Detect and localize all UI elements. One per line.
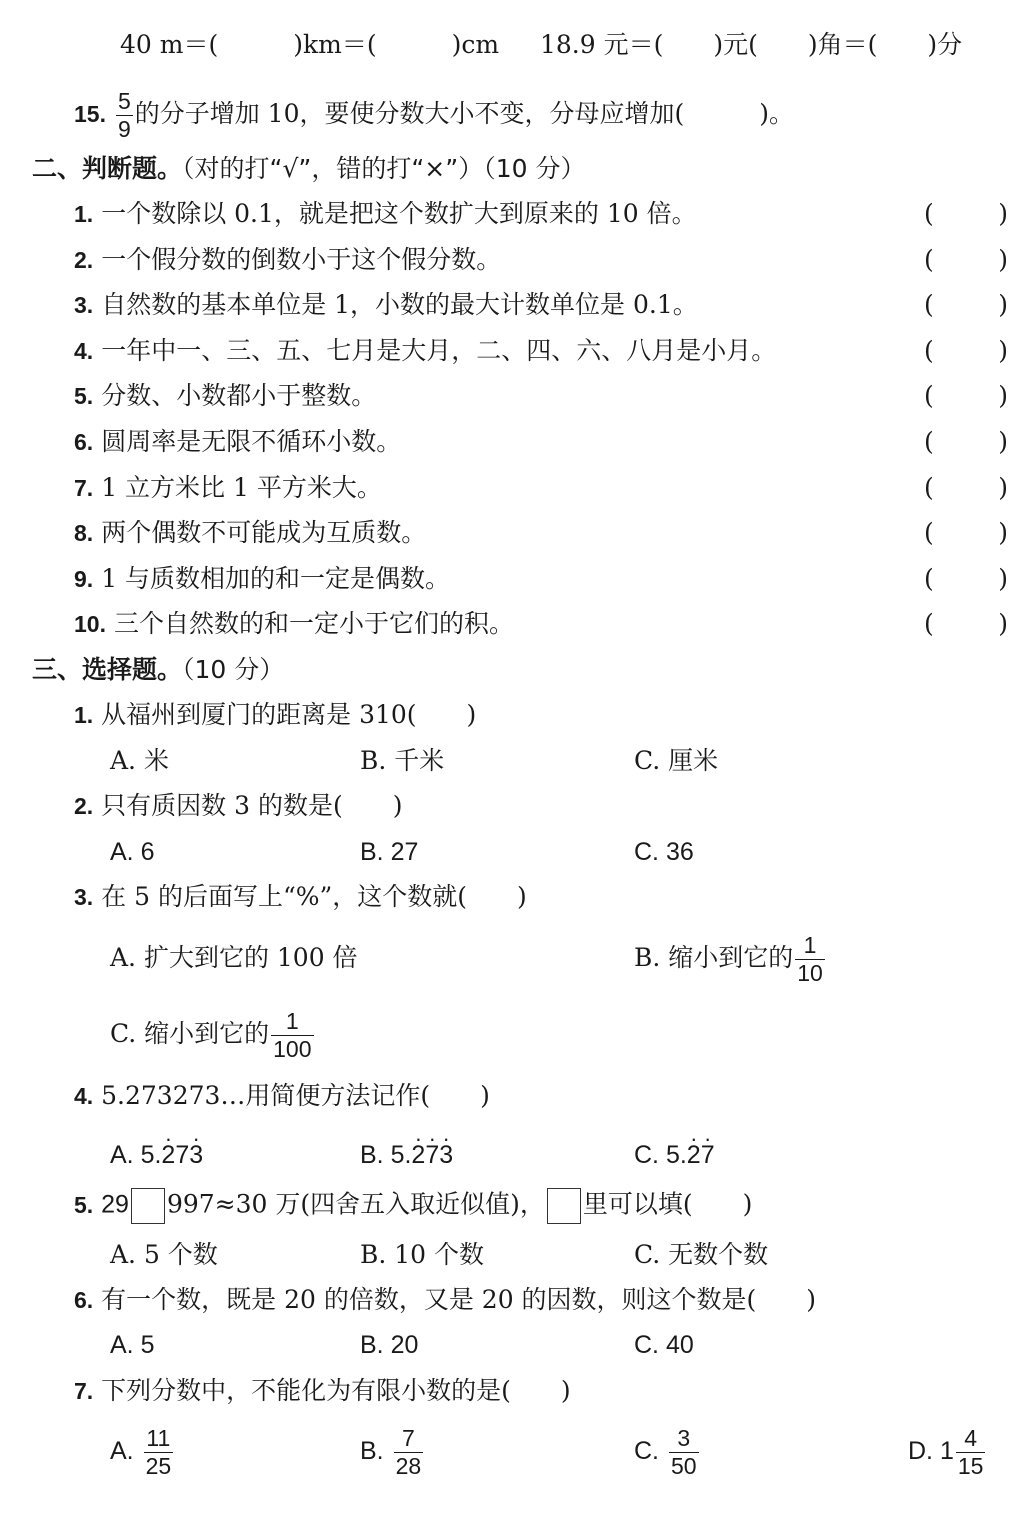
paren-open: ( — [924, 518, 934, 547]
question-text: 有一个数，既是 20 的倍数，又是 20 的因数，则这个数是( ) — [101, 1285, 817, 1314]
question-text: 从福州到厦门的距离是 310( ) — [101, 700, 477, 729]
fraction-denominator: 25 — [145, 1453, 172, 1479]
section-2-header — [32, 154, 585, 184]
option-c: C. 40 — [634, 1331, 694, 1359]
fraction-numerator: 7 — [401, 1425, 415, 1451]
question-number: 10. — [74, 611, 106, 637]
choice-question-2 — [74, 791, 402, 821]
paren-close: ) — [998, 564, 1008, 593]
true-false-item — [74, 336, 776, 366]
option-c: C. 无数个数 — [634, 1240, 769, 1269]
paren-open: ( — [924, 427, 934, 456]
question-text: 两个偶数不可能成为互质数。 — [101, 518, 427, 547]
question-number: 1. — [74, 702, 94, 728]
option-b — [634, 930, 827, 986]
question-number: 2. — [74, 793, 94, 819]
question-number: 7. — [74, 1378, 94, 1404]
option-a: A. 扩大到它的 100 倍 — [110, 943, 358, 972]
repeating-digit: · 2 — [411, 1140, 425, 1170]
answer-parentheses[interactable] — [924, 290, 1008, 320]
answer-parentheses[interactable] — [924, 564, 1008, 594]
true-false-item — [74, 473, 382, 503]
fraction-denominator: 9 — [117, 116, 131, 142]
fraction-denominator: 100 — [273, 1036, 312, 1062]
paren-close: ) — [998, 245, 1008, 274]
choice-question-7 — [74, 1376, 571, 1406]
question-text: 的分子增加 10，要使分数大小不变，分母应增加( )。 — [134, 99, 795, 128]
true-false-item — [74, 381, 376, 411]
question-number: 9. — [74, 566, 94, 592]
question-text: 自然数的基本单位是 1，小数的最大计数单位是 0.1。 — [101, 290, 698, 319]
choice-question-4 — [74, 1081, 490, 1111]
unit-conversion-length: 40 m＝( )km＝( )cm — [120, 30, 500, 59]
option-c: C. 厘米 — [634, 746, 719, 775]
answer-parentheses[interactable] — [924, 518, 1008, 548]
fraction-numerator: 3 — [677, 1425, 691, 1451]
question-text: 下列分数中，不能化为有限小数的是( ) — [101, 1376, 571, 1405]
question-number: 6. — [74, 1287, 94, 1313]
paren-close: ) — [998, 473, 1008, 502]
question-number: 7. — [74, 475, 94, 501]
answer-parentheses[interactable] — [924, 427, 1008, 457]
true-false-item — [74, 518, 426, 548]
fraction — [795, 934, 825, 985]
paren-open: ( — [924, 473, 934, 502]
fraction — [669, 1427, 699, 1478]
option-label: B. — [360, 1437, 384, 1465]
fraction-denominator: 28 — [395, 1453, 422, 1479]
blank-box[interactable] — [547, 1188, 581, 1224]
paren-open: ( — [924, 336, 934, 365]
fraction-numerator: 1 — [803, 932, 817, 958]
section-note: （10 分） — [182, 655, 285, 684]
fraction-numerator: 4 — [964, 1425, 978, 1451]
paren-close: ) — [998, 518, 1008, 547]
fraction — [271, 1010, 313, 1061]
question-number: 2. — [74, 247, 94, 273]
fraction — [144, 1427, 174, 1478]
digit: 7 — [175, 1141, 190, 1169]
question-text: 5.273273…用简便方法记作( ) — [101, 1081, 490, 1110]
fraction-numerator: 1 — [285, 1008, 299, 1034]
option-label: D. 1 — [908, 1437, 954, 1465]
answer-parentheses[interactable] — [924, 609, 1008, 639]
paren-open: ( — [924, 381, 934, 410]
fraction-denominator: 10 — [797, 960, 823, 986]
true-false-item — [74, 564, 450, 594]
answer-parentheses[interactable] — [924, 381, 1008, 411]
option-a: A. 米 — [110, 746, 169, 775]
option-b — [360, 1140, 453, 1170]
choice-question-6 — [74, 1285, 816, 1315]
question-text: 1 与质数相加的和一定是偶数。 — [101, 564, 451, 593]
option-c — [110, 1006, 316, 1062]
option-b: B. 27 — [360, 838, 419, 866]
true-false-item — [74, 609, 514, 639]
option-text: A. 5. — [110, 1141, 162, 1169]
question-number: 6. — [74, 429, 94, 455]
answer-parentheses[interactable] — [924, 473, 1008, 503]
paren-open: ( — [924, 290, 934, 319]
question-text: 997≈30 万(四舍五入取近似值)， — [166, 1189, 545, 1219]
question-number: 3. — [74, 884, 94, 910]
fraction-numerator: 11 — [146, 1425, 171, 1451]
choice-question-3 — [74, 882, 527, 912]
question-text: 三个自然数的和一定小于它们的积。 — [113, 609, 514, 638]
section-title: 三、选择题。 — [32, 655, 183, 684]
repeating-digit: · 7 — [701, 1140, 715, 1170]
paren-close: ) — [998, 290, 1008, 319]
choice-question-1 — [74, 700, 476, 730]
blank-box[interactable] — [131, 1188, 165, 1224]
answer-parentheses[interactable] — [924, 199, 1008, 229]
option-text: C. 缩小到它的 — [110, 1019, 270, 1048]
fraction-numerator: 5 — [117, 88, 131, 114]
option-a: A. 6 — [110, 838, 155, 866]
option-c: C. 36 — [634, 838, 694, 866]
question-text: 一年中一、三、五、七月是大月，二、四、六、八月是小月。 — [101, 336, 777, 365]
question-number: 8. — [74, 520, 94, 546]
option-text: B. 5. — [360, 1141, 412, 1169]
fraction — [956, 1427, 986, 1478]
option-a: A. 5 个数 — [110, 1240, 218, 1269]
fraction — [394, 1427, 424, 1478]
paren-open: ( — [924, 199, 934, 228]
option-b — [360, 1422, 425, 1480]
option-c — [634, 1422, 701, 1480]
answer-parentheses[interactable] — [924, 245, 1008, 275]
option-a: A. 5 — [110, 1331, 155, 1359]
paren-close: ) — [998, 609, 1008, 638]
question-text: 里可以填( ) — [582, 1189, 753, 1219]
true-false-item — [74, 199, 697, 229]
option-b: B. 千米 — [360, 746, 445, 775]
option-d — [908, 1422, 987, 1480]
paren-open: ( — [924, 564, 934, 593]
unit-conversion-money: 18.9 元＝( )元( )角＝( )分 — [540, 30, 963, 59]
section-3-header — [32, 655, 284, 685]
repeating-digit: · 7 — [425, 1140, 439, 1170]
question-text: 一个假分数的倒数小于这个假分数。 — [101, 245, 502, 274]
paren-open: ( — [924, 609, 934, 638]
question-text: 只有质因数 3 的数是( ) — [101, 791, 403, 820]
paren-close: ) — [998, 336, 1008, 365]
choice-question-5 — [74, 1188, 752, 1224]
fraction-denominator: 15 — [957, 1453, 984, 1479]
repeating-digit: · 2 — [687, 1140, 701, 1170]
question-text: 29 — [101, 1190, 129, 1219]
paren-close: ) — [998, 427, 1008, 456]
section-note: （对的打“√”，错的打“×”）（10 分） — [182, 154, 586, 183]
paren-close: ) — [998, 381, 1008, 410]
question-number: 1. — [74, 201, 94, 227]
repeating-digit: · 2 — [161, 1140, 175, 1170]
question-text: 分数、小数都小于整数。 — [101, 381, 377, 410]
question-number: 3. — [74, 292, 94, 318]
option-b: B. 10 个数 — [360, 1240, 485, 1269]
question-number: 4. — [74, 338, 94, 364]
true-false-item — [74, 427, 401, 457]
question-text: 在 5 的后面写上“%”，这个数就( ) — [101, 882, 527, 911]
paren-close: ) — [998, 199, 1008, 228]
question-text: 一个数除以 0.1，就是把这个数扩大到原来的 10 倍。 — [101, 199, 697, 228]
repeating-digit: · 3 — [189, 1140, 203, 1170]
option-a — [110, 1422, 175, 1480]
question-text: 圆周率是无限不循环小数。 — [101, 427, 402, 456]
option-text: C. 5. — [634, 1141, 687, 1169]
true-false-item — [74, 245, 501, 275]
question-number: 5. — [74, 383, 94, 409]
option-label: C. — [634, 1437, 659, 1465]
option-a — [110, 1140, 203, 1170]
paren-open: ( — [924, 245, 934, 274]
question-15 — [74, 90, 794, 141]
true-false-item — [74, 290, 698, 320]
answer-parentheses[interactable] — [924, 336, 1008, 366]
question-text: 1 立方米比 1 平方米大。 — [101, 473, 382, 502]
question-number: 15. — [74, 101, 106, 127]
question-number: 4. — [74, 1083, 94, 1109]
fraction — [116, 90, 133, 141]
repeating-digit: · 3 — [439, 1140, 453, 1170]
option-b: B. 20 — [360, 1331, 419, 1359]
section-title: 二、判断题。 — [32, 154, 183, 183]
fraction-denominator: 50 — [670, 1453, 697, 1479]
option-text: B. 缩小到它的 — [634, 943, 794, 972]
option-c — [634, 1140, 715, 1170]
question-number: 5. — [74, 1191, 94, 1218]
option-label: A. — [110, 1437, 134, 1465]
